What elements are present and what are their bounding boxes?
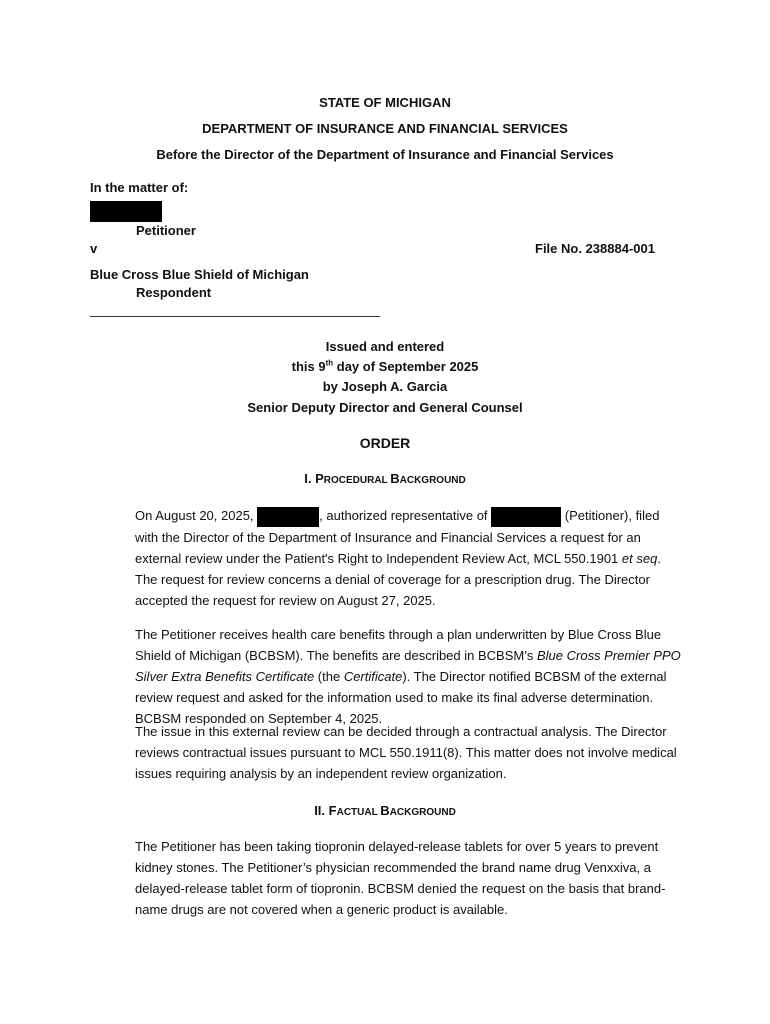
file-number: File No. 238884-001: [535, 241, 655, 256]
redacted-petitioner-name: [90, 201, 162, 222]
paragraph-factual-1: The Petitioner has been taking tiopronin delayed-release tablets for over 5 years to prevent kidney stones. The Petitioner’s physician recommended the brand name drug Venxxiva, a delayed-release tablet form of tiopronin. BCBSM denied the request on the basis that brand-name drugs are not covered when a generic product is available.: [135, 839, 666, 917]
issued-line-2: this 9th day of September 2025: [291, 358, 479, 374]
state-heading: STATE OF MICHIGAN: [319, 95, 451, 110]
section-2-heading: II. FACTUAL BACKGROUND: [314, 803, 456, 818]
issued-line-3: by Joseph A. Garcia: [322, 379, 448, 394]
caption-divider: [90, 316, 380, 317]
respondent-name: Blue Cross Blue Shield of Michigan: [90, 267, 309, 282]
issued-line-1: Issued and entered: [325, 339, 445, 354]
before-director-heading: Before the Director of the Department of Insurance and Financial Services: [156, 147, 614, 162]
paragraph-procedural-3: The issue in this external review can be decided through a contractual analysis. The Director reviews contractual issues pursuant to MCL 550.1911(8). This matter does not involve medical issues requiring analysis by an independent review organization.: [135, 724, 677, 781]
in-the-matter-of: In the matter of:: [90, 180, 189, 195]
issued-line-4: Senior Deputy Director and General Counsel: [247, 400, 523, 415]
respondent-label: Respondent: [136, 285, 212, 300]
petitioner-label: Petitioner: [136, 223, 196, 238]
department-heading: DEPARTMENT OF INSURANCE AND FINANCIAL SERVICES: [202, 121, 568, 136]
paragraph-procedural-1: On August 20, 2025, , authorized representative of (Petitioner), filed with the Director of the Department of Insurance and Financial Services a request for an external review under the Patient's Right to Independent Review Act, MCL 550.1901 et seq. The request for review concerns a denial of coverage for a prescription drug. The Director accepted the request for review on August 27, 2025.: [135, 508, 661, 608]
section-1-heading: I. PROCEDURAL BACKGROUND: [304, 471, 466, 486]
order-title: ORDER: [359, 435, 411, 451]
redacted-petitioner-name-inline: [491, 507, 561, 527]
versus-label: v: [90, 241, 98, 256]
paragraph-procedural-2: The Petitioner receives health care benefits through a plan underwritten by Blue Cross Blue Shield of Michigan (BCBSM). The benefits are described in BCBSM’s Blue Cross Premier PPO Silver Extra Benefits Certificate (the Certificate). The Director notified BCBSM of the external review request and asked for the information used to make its final adverse determination. BCBSM responded on September 4, 2025.: [135, 627, 681, 726]
redacted-representative-name: [257, 507, 319, 527]
